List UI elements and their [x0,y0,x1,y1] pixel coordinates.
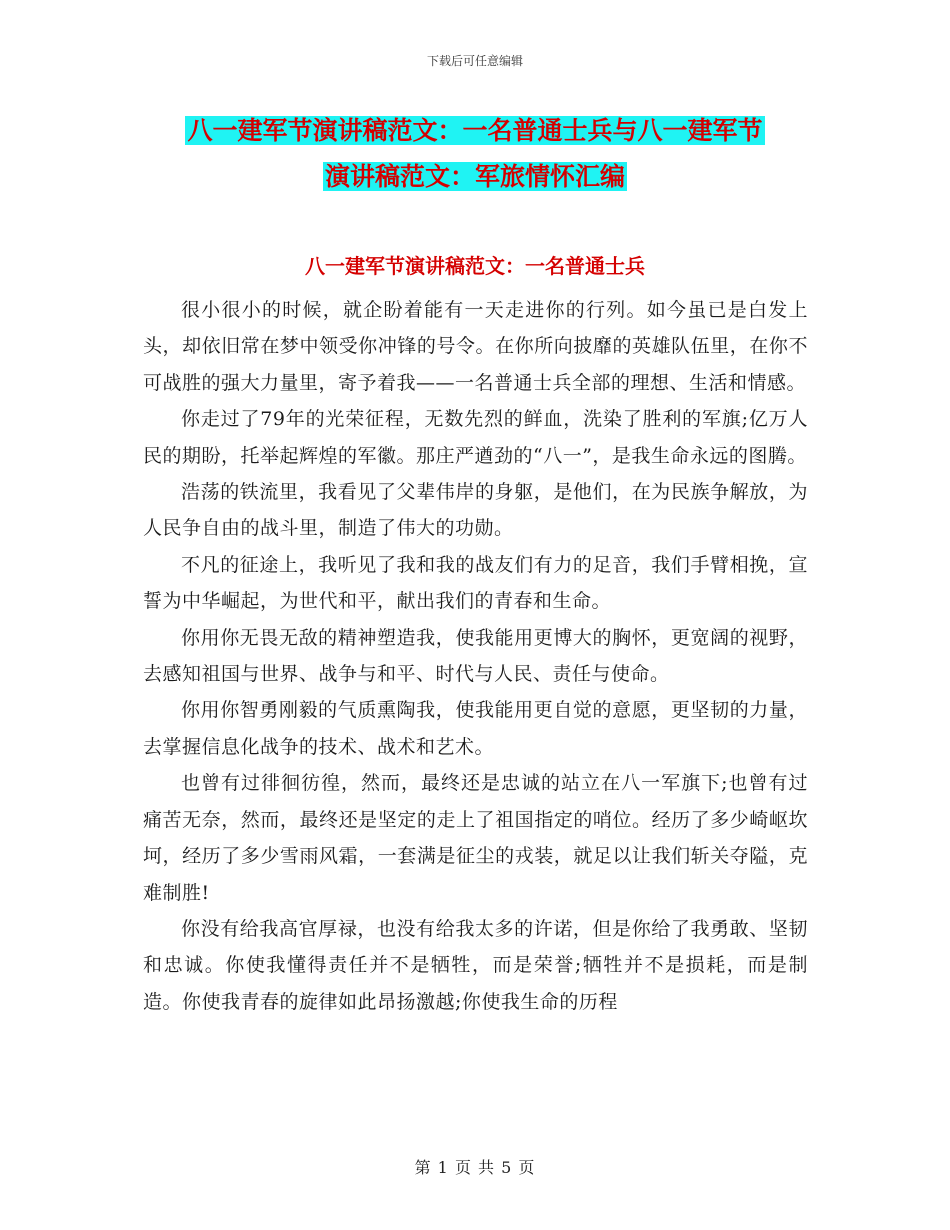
paragraph: 你没有给我高官厚禄，也没有给我太多的许诺，但是你给了我勇敢、坚韧和忠诚。你使我懂得责任并不是牺牲，而是荣誉;牺牲并不是损耗，而是制造。你使我青春的旋律如此昂扬激越;你使我生命的历程 [143,917,808,1013]
paragraph: 你用你无畏无敌的精神塑造我，使我能用更博大的胸怀，更宽阔的视野，去感知祖国与世界、战争与和平、时代与人民、责任与使命。 [143,626,808,686]
paragraph: 浩荡的铁流里，我看见了父辈伟岸的身躯，是他们，在为民族争解放，为人民争自由的战斗里，制造了伟大的功勋。 [143,481,808,540]
paragraph: 你走过了79年的光荣征程，无数先烈的鲜血，洗染了胜利的军旗;亿万人民的期盼，托举起辉煌的军徽。那庄严遒劲的“八一”，是我生命永远的图腾。 [143,408,808,467]
document-title-line-2: 演讲稿范文：军旅情怀汇编 [324,162,625,191]
header-note: 下载后可任意编辑 [426,54,523,68]
document-title-line-1: 八一建军节演讲稿范文：一名普通士兵与八一建军节 [187,116,763,145]
paragraph: 很小很小的时候，就企盼着能有一天走进你的行列。如今虽已是白发上头，却依旧常在梦中领受你冲锋的号令。在你所向披靡的英雄队伍里，在你不可战胜的强大力量里，寄予着我——一名普通士兵全部的理想、生活和情感。 [143,299,808,394]
paragraph: 不凡的征途上，我听见了我和我的战友们有力的足音，我们手臂相挽，宣誓为中华崛起，为世代和平，献出我们的青春和生命。 [143,553,808,613]
paragraph: 你用你智勇刚毅的气质熏陶我，使我能用更自觉的意愿，更坚韧的力量，去掌握信息化战争的技术、战术和艺术。 [143,699,808,758]
document-title [140,108,810,200]
paragraph: 也曾有过徘徊彷徨，然而，最终还是忠诚的站立在八一军旗下;也曾有过痛苦无奈，然而，最终还是坚定的走上了祖国指定的哨位。经历了多少崎岖坎坷，经历了多少雪雨风霜，一套满是征尘的戎装，就足以让我们斩关夺隘，克难制胜! [143,772,808,904]
page-footer: 第 1 页 共 5 页 [414,1158,536,1177]
article-body [143,292,808,1020]
section-title: 八一建军节演讲稿范文：一名普通士兵 [305,254,645,278]
